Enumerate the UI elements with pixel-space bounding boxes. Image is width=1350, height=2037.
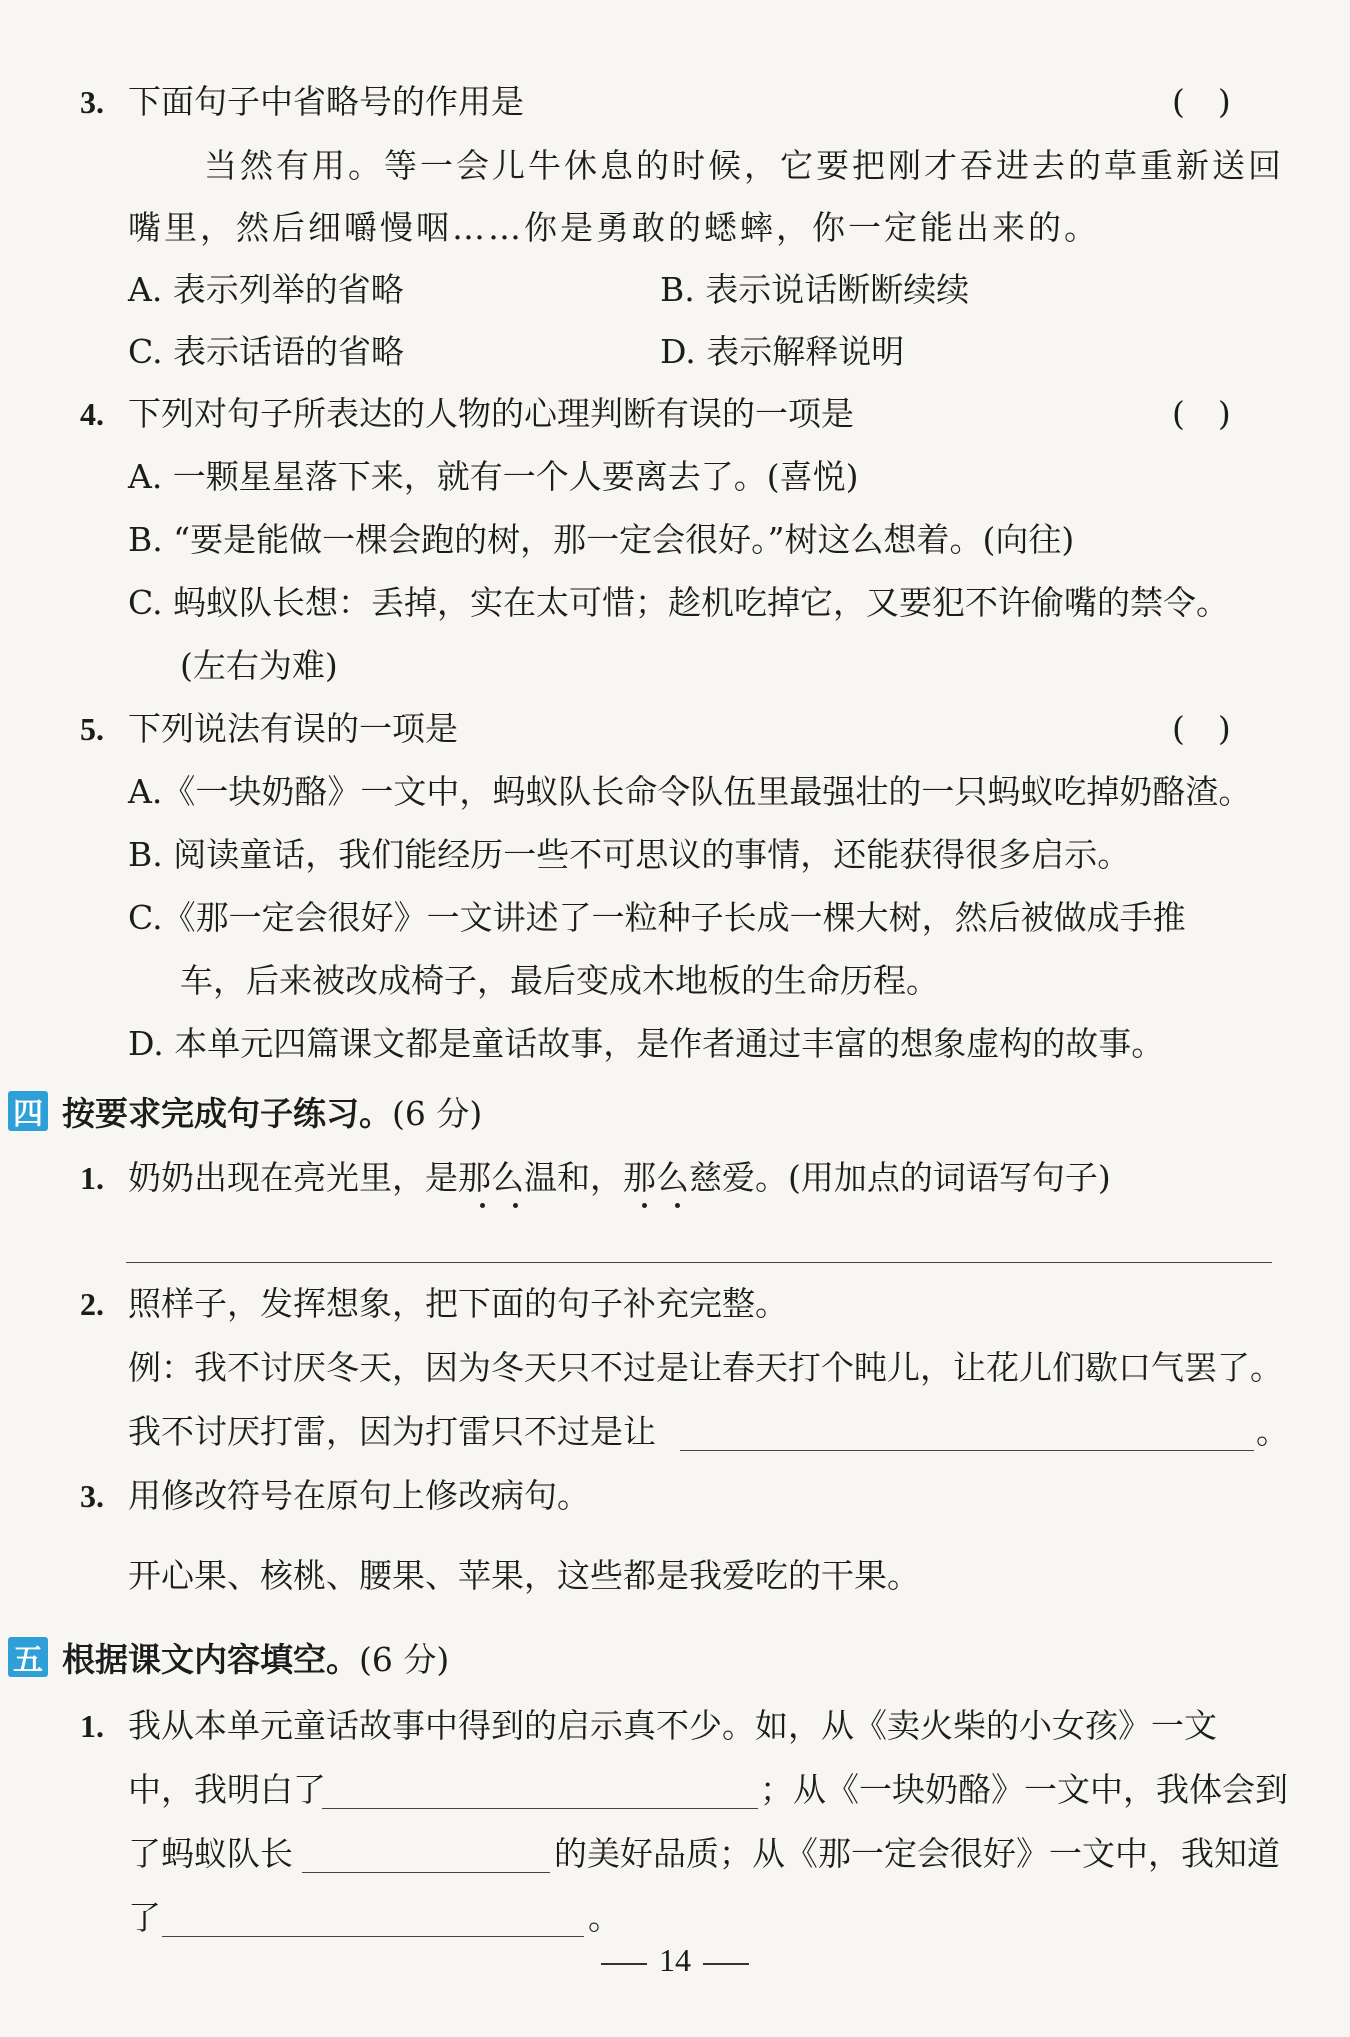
section-4-score: (6 分) bbox=[392, 1093, 483, 1133]
q4-stem: 下列对句子所表达的人物的心理判断有误的一项是 bbox=[128, 394, 854, 433]
section-5-title: 根据课文内容填空。 bbox=[62, 1639, 359, 1679]
q5-number: 5. bbox=[80, 711, 104, 747]
s4-q2-example: 例：我不讨厌冬天，因为冬天只不过是让春天打个盹儿，让花儿们歇口气罢了。 bbox=[128, 1348, 1283, 1387]
page-number bbox=[0, 1942, 1350, 1979]
q3-option-d: D. 表示解释说明 bbox=[660, 332, 905, 371]
q3-passage-line-2: 嘴里，然后细嚼慢咽……你是勇敢的蟋蟀，你一定能出来的。 bbox=[128, 208, 1100, 247]
s5-blank-2[interactable] bbox=[302, 1872, 550, 1873]
s4-q3-text: 用修改符号在原句上修改病句。 bbox=[128, 1476, 590, 1515]
s4-q2-text: 照样子，发挥想象，把下面的句子补充完整。 bbox=[128, 1284, 788, 1323]
s4-q1-answer-line[interactable] bbox=[126, 1262, 1272, 1263]
q5-option-b: B. 阅读童话，我们能经历一些不可思议的事情，还能获得很多启示。 bbox=[128, 835, 1131, 874]
s5-q1-number: 1. bbox=[80, 1708, 104, 1744]
q3-option-a: A. 表示列举的省略 bbox=[128, 270, 404, 309]
q4-option-c-line-2: (左右为难) bbox=[180, 646, 338, 685]
s4-q2-number: 2. bbox=[80, 1286, 104, 1322]
section-4-header bbox=[8, 1088, 482, 1134]
section-4-title: 按要求完成句子练习。 bbox=[62, 1093, 392, 1133]
section-5-header bbox=[8, 1634, 449, 1680]
page-number-dash-left bbox=[601, 1963, 647, 1965]
q5-stem: 下列说法有误的一项是 bbox=[128, 709, 458, 748]
s5-q1-line-3a: 了蚂蚁队长 bbox=[128, 1834, 293, 1873]
emphasis-dot bbox=[642, 1203, 647, 1208]
section-5-badge: 五 bbox=[8, 1637, 48, 1677]
q3-answer-paren: ( ) bbox=[1172, 82, 1231, 121]
q3-number: 3. bbox=[80, 84, 104, 120]
s5-q1-line-1: 我从本单元童话故事中得到的启示真不少。如，从《卖火柴的小女孩》一文 bbox=[128, 1706, 1217, 1745]
s4-q2-prompt: 我不讨厌打雷，因为打雷只不过是让 bbox=[128, 1412, 656, 1451]
emphasis-dot bbox=[675, 1203, 680, 1208]
q4-answer-paren: ( ) bbox=[1172, 394, 1231, 433]
s5-q1-line-3b: 的美好品质；从《那一定会很好》一文中，我知道 bbox=[554, 1834, 1280, 1873]
s5-q1-line-2b: ；从《一块奶酪》一文中，我体会到 bbox=[760, 1770, 1288, 1809]
s4-q3-sentence: 开心果、核桃、腰果、苹果，这些都是我爱吃的干果。 bbox=[128, 1556, 920, 1595]
s4-q1-number: 1. bbox=[80, 1160, 104, 1196]
q3-option-b: B. 表示说话断断续续 bbox=[660, 270, 970, 309]
s5-blank-1[interactable] bbox=[322, 1808, 758, 1809]
q4-option-c-line-1: C. 蚂蚁队长想：丢掉，实在太可惜；趁机吃掉它，又要犯不许偷嘴的禁令。 bbox=[128, 583, 1230, 622]
emphasis-dot bbox=[513, 1203, 518, 1208]
section-5-score: (6 分) bbox=[359, 1639, 450, 1679]
s4-q3-number: 3. bbox=[80, 1478, 104, 1514]
q5-option-a: A.《一块奶酪》一文中，蚂蚁队长命令队伍里最强壮的一只蚂蚁吃掉奶酪渣。 bbox=[128, 772, 1252, 811]
q3-passage-line-1: 当然有用。等一会儿牛休息的时候，它要把刚才吞进去的草重新送回 bbox=[204, 146, 1284, 185]
q5-answer-paren: ( ) bbox=[1172, 709, 1231, 748]
s4-q1-text: 奶奶出现在亮光里，是那么温和，那么慈爱。(用加点的词语写句子) bbox=[128, 1158, 1111, 1197]
section-4-badge: 四 bbox=[8, 1091, 48, 1131]
s5-q1-line-4a: 了 bbox=[128, 1898, 161, 1937]
q4-number: 4. bbox=[80, 396, 104, 432]
q5-option-c-line-2: 车，后来被改成椅子，最后变成木地板的生命历程。 bbox=[180, 961, 939, 1000]
q5-option-c-line-1: C.《那一定会很好》一文讲述了一粒种子长成一棵大树，然后被做成手推 bbox=[128, 898, 1186, 937]
q4-option-b: B. “要是能做一棵会跑的树，那一定会很好。”树这么想着。(向往) bbox=[128, 520, 1075, 559]
q5-option-d: D. 本单元四篇课文都是童话故事，是作者通过丰富的想象虚构的故事。 bbox=[128, 1024, 1165, 1063]
s5-q1-line-2a: 中，我明白了 bbox=[128, 1770, 326, 1809]
emphasis-dot bbox=[480, 1203, 485, 1208]
page-number-dash-right bbox=[703, 1963, 749, 1965]
s4-q2-answer-line[interactable] bbox=[680, 1450, 1254, 1451]
s5-blank-3[interactable] bbox=[162, 1936, 584, 1937]
q4-option-a: A. 一颗星星落下来，就有一个人要离去了。(喜悦) bbox=[128, 457, 859, 496]
s4-q2-end-mark: 。 bbox=[1256, 1412, 1289, 1451]
s5-q1-line-4b: 。 bbox=[588, 1898, 621, 1937]
q3-option-c: C. 表示话语的省略 bbox=[128, 332, 405, 371]
page-number-value: 14 bbox=[659, 1942, 691, 1978]
q3-stem: 下面句子中省略号的作用是 bbox=[128, 82, 524, 121]
